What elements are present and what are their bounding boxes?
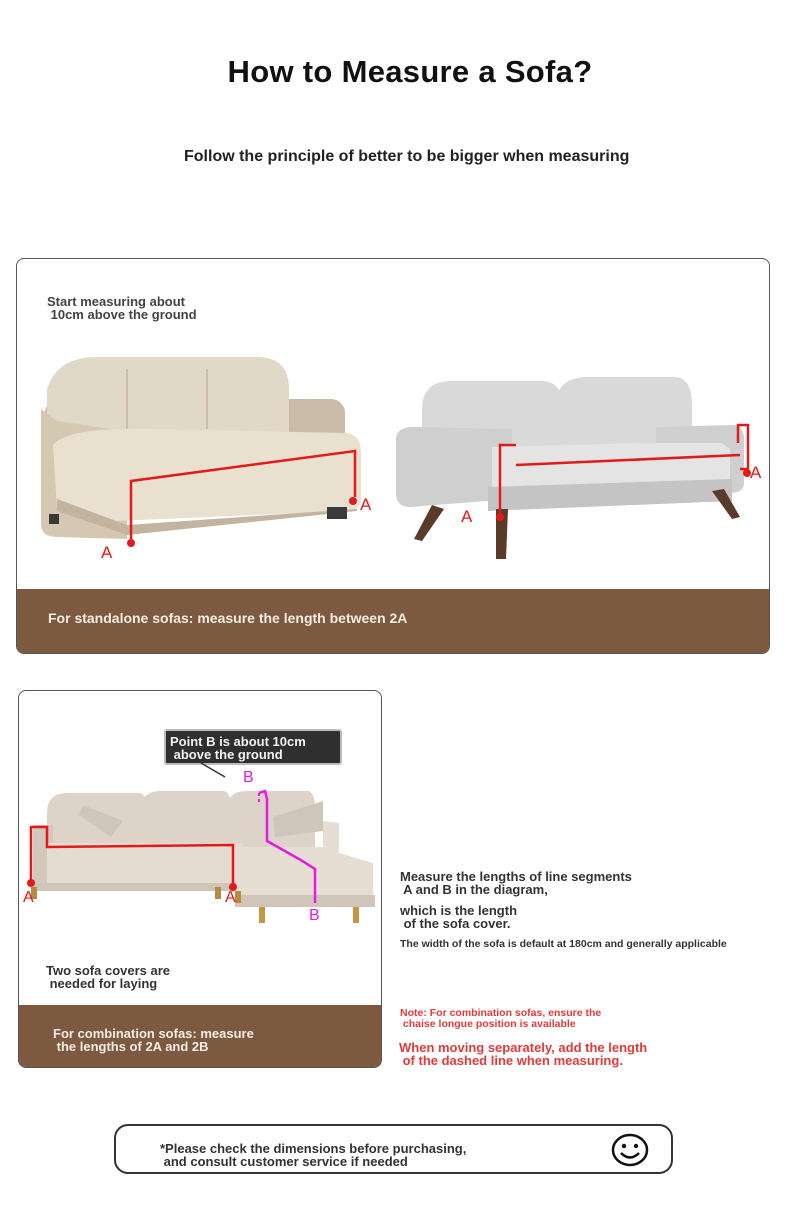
ground-note: Start measuring about 10cm above the ground — [47, 294, 197, 322]
measure-segments-note: Measure the lengths of line segments A and B in the diagram, — [400, 869, 632, 897]
beige-sofa-illustration — [27, 349, 377, 559]
point-a-label: A — [750, 463, 762, 482]
sectional-sofa-illustration — [23, 787, 379, 937]
combination-caption-band — [19, 1005, 381, 1067]
purchase-notice — [114, 1124, 673, 1174]
point-b-label: B — [243, 769, 254, 786]
standalone-caption-band — [17, 589, 769, 653]
point-a-label: A — [23, 889, 34, 906]
two-covers-note: Two sofa covers are needed for laying — [46, 963, 171, 991]
dashed-line-note: When moving separately, add the length of the dashed line when measuring. — [399, 1040, 648, 1068]
smiley-face-icon — [610, 1132, 650, 1168]
point-a-label: A — [360, 495, 372, 514]
cover-length-note: which is the length of the sofa cover. — [400, 903, 518, 931]
point-b-label: B — [309, 907, 320, 924]
standalone-caption: For standalone sofas: measure the length between 2A — [48, 610, 408, 626]
point-a-label: A — [101, 543, 113, 562]
combination-sofa-card — [18, 690, 382, 1068]
standalone-sofa-card — [16, 258, 770, 654]
page-title: How to Measure a Sofa? — [227, 54, 593, 89]
point-b-callout — [164, 729, 342, 765]
chaise-longue-note: Note: For combination sofas, ensure the chaise longue position is available — [400, 1007, 602, 1030]
sofa-width-note: The width of the sofa is default at 180cm and generally applicable — [400, 938, 727, 950]
page-subtitle: Follow the principle of better to be bigger when measuring — [184, 148, 630, 165]
grey-sofa-illustration — [392, 369, 752, 564]
point-a-label: A — [225, 889, 236, 906]
combination-caption: For combination sofas: measure the lengths of 2A and 2B — [53, 1026, 254, 1054]
purchase-notice-text: *Please check the dimensions before purchasing, and consult customer service if needed — [160, 1141, 467, 1169]
callout-text: Point B is about 10cm above the ground — [170, 734, 306, 762]
point-a-label: A — [461, 507, 473, 526]
